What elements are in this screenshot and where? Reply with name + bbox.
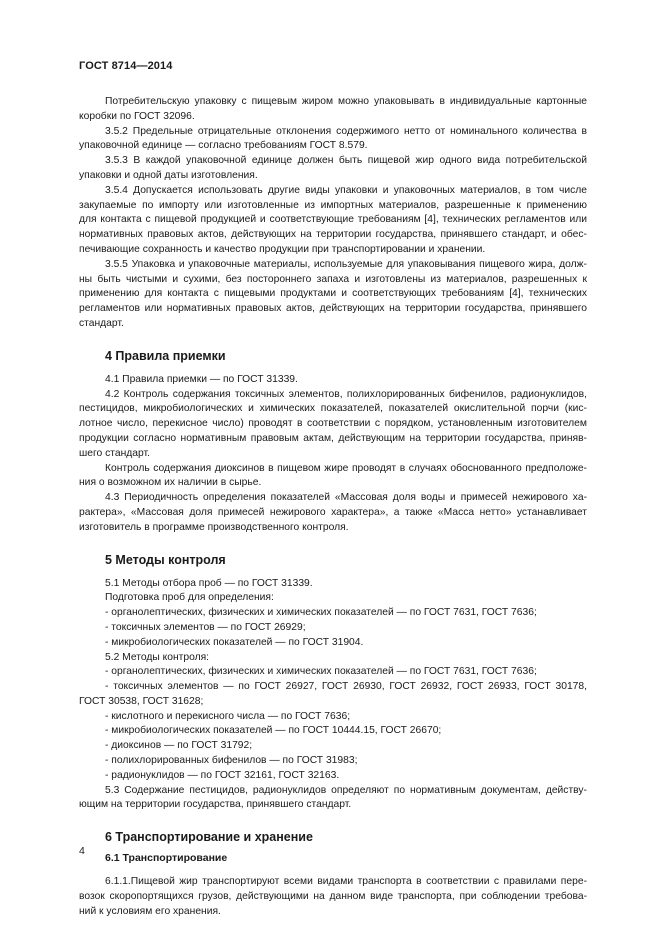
text-line: применению для контакта с пищевыми продуктами и соответствующих требованиям [4], технических	[79, 288, 587, 300]
list-item-toxic-elements	[79, 680, 587, 710]
text-line: изготовитель в программе производственного контроля.	[79, 521, 349, 533]
section-6-heading: 6 Транспортирование и хранение	[105, 830, 313, 845]
paragraph-3-5-4	[79, 184, 587, 258]
document-header: ГОСТ 8714—2014	[79, 60, 173, 72]
paragraph-dioxins	[79, 462, 587, 492]
section-4-heading: 4 Правила приемки	[105, 348, 226, 363]
text-line: печивающие сохранность и качество продукции при транспортировании и хранении.	[79, 243, 486, 255]
paragraph-3-5-5	[79, 258, 587, 332]
text-line: 3.5.5 Упаковка и упаковочные материалы, используемые для упаковывания пищевого жира, долж-	[105, 258, 587, 270]
text-line: шего стандарт.	[79, 447, 150, 459]
text-line: 3.5.3 В каждой упаковочной единице должен быть пищевой жир одного вида потребительской	[105, 155, 587, 167]
text-line: закупаемые по импорту или изготовленные из импортных материалов, разрешенные к применению	[79, 199, 587, 211]
text-line: коробки по ГОСТ 32096.	[79, 110, 195, 122]
subsection-6-1-heading: 6.1 Транспортирование	[105, 852, 228, 865]
list-item: - полихлорированных бифенилов — по ГОСТ 31983;	[105, 755, 358, 767]
text-line: ния о возможном их наличии в сырье.	[79, 477, 262, 489]
paragraph-4-3	[79, 491, 587, 535]
list-item: - радионуклидов — по ГОСТ 32161, ГОСТ 32163.	[105, 769, 340, 781]
paragraph-6-1-1	[79, 875, 587, 919]
text-line: продукции согласно нормативным правовым актам, действующим на территории государства, приняв-	[79, 432, 587, 444]
text-line: 4.3 Периодичность определения показателей «Массовая доля воды и примесей нежирового ха-	[105, 492, 587, 504]
list-item: - токсичных элементов — по ГОСТ 26929;	[105, 621, 306, 633]
paragraph-3-5-2	[79, 125, 587, 155]
section-5-heading: 5 Методы контроля	[105, 552, 226, 567]
paragraph-3-5-3	[79, 154, 587, 184]
text-line: 6.1.1.Пищевой жир транспортируют всеми видами транспорта в соответствии с правилами пере-	[105, 876, 587, 888]
list-item: - микробиологических показателей — по ГОСТ 31904.	[105, 636, 364, 648]
list-item: 5.1 Методы отбора проб — по ГОСТ 31339.	[105, 577, 313, 589]
list-item: - микробиологических показателей — по ГОСТ 10444.15, ГОСТ 26670;	[105, 725, 442, 737]
paragraph-packaging-cartons	[79, 95, 587, 125]
text-line: 4.1 Правила приемки — по ГОСТ 31339.	[105, 373, 298, 385]
document-body	[79, 95, 587, 919]
text-line: стандарт.	[79, 317, 124, 329]
list-item: - диоксинов — по ГОСТ 31792;	[105, 740, 253, 752]
text-line: упаковочной единице — согласно требованиям ГОСТ 8.579.	[79, 140, 368, 152]
list-item: - органолептических, физических и химических показателей — по ГОСТ 7631, ГОСТ 7636;	[105, 607, 537, 619]
text-line: Потребительскую упаковку с пищевым жиром можно упаковывать в индивидуальные картонные	[105, 96, 587, 107]
text-line: возок скоропортящихся грузов, действующими на данном виде транспорта, при соблюдении требова-	[79, 890, 587, 902]
text-line: лотное число, перекисное число) проводят в соответствии с порядком, установленным изготовителем	[79, 418, 587, 430]
text-line: пестицидов, микробиологических и химических показателей, показателей окислительной порчи (кис-	[79, 403, 587, 415]
text-line: нормативных правовых актов, действующих на территории государства, принявшего стандарт, и обес-	[79, 229, 587, 241]
text-line: 3.5.4 Допускается использовать другие виды упаковки и упаковочных материалов, в том числе	[105, 184, 587, 196]
text-line: регламентов или нормативных правовых актов, действующих на территории государства, принявшего	[79, 303, 587, 315]
list-item: - кислотного и перекисного числа — по ГОСТ 7636;	[105, 710, 351, 722]
list-item: Подготовка проб для определения:	[105, 592, 274, 604]
text-line: упаковки и одной даты изготовления.	[79, 169, 258, 181]
text-line: для контакта с пищевой продукцией и соответствующие требованиям [4], технических регламентов или	[79, 214, 587, 226]
text-line: 5.3 Содержание пестицидов, радионуклидов определяют по нормативным документам, действу-	[105, 784, 587, 796]
text-line: ющим на территории государства, принявшего стандарт.	[79, 799, 352, 811]
text-line: ны быть чистыми и сухими, без постороннего запаха и изготовлены из материалов, разрешенных к	[79, 273, 587, 285]
list-item: 5.2 Методы контроля:	[105, 651, 210, 663]
text-line: ний к условиям его хранения.	[79, 905, 221, 917]
text-line: Контроль содержания диоксинов в пищевом жире проводят в случаях обоснованного предположе-	[105, 462, 587, 474]
text-line: рактера», «Массовая доля примесей нежирового характера», а также «Масса нетто» устанавливает	[79, 506, 587, 518]
paragraph-4-1	[79, 373, 587, 388]
page-number: 4	[79, 845, 85, 857]
paragraph-5-3	[79, 784, 587, 814]
text-line: 3.5.2 Предельные отрицательные отклонения содержимого нетто от номинального количества в	[105, 125, 587, 137]
text-line: - токсичных элементов — по ГОСТ 26927, ГОСТ 26930, ГОСТ 26932, ГОСТ 26933, ГОСТ 30178,	[105, 681, 587, 693]
list-item: - органолептических, физических и химических показателей — по ГОСТ 7631, ГОСТ 7636;	[105, 666, 537, 678]
paragraph-4-2	[79, 388, 587, 462]
text-line: 4.2 Контроль содержания токсичных элементов, полихлорированных бифенилов, радионуклидов,	[105, 388, 587, 400]
text-line: ГОСТ 30538, ГОСТ 31628;	[79, 695, 204, 707]
